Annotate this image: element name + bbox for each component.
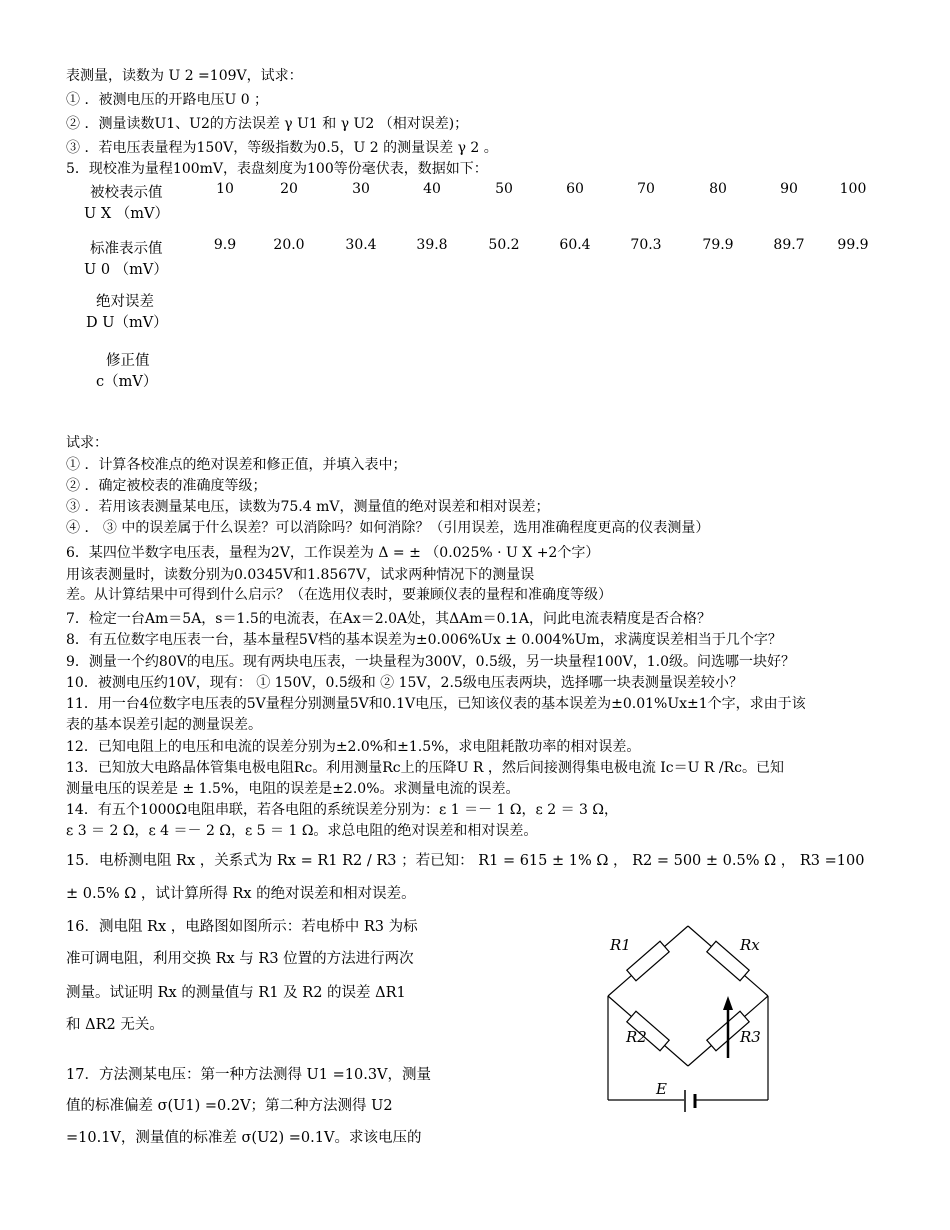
question-15-line-2: ± 0.5% Ω ，试计算所得 Rx 的绝对误差和相对误差。 [66,886,416,902]
row1-cell: 90 [780,181,798,197]
row2-cell: 70.3 [630,237,662,253]
row2-cell: 79.9 [702,237,734,253]
question-16-line-1: 16．测电阻 Rx ，电路图如图所示：若电桥中 R3 为标 [66,919,418,935]
intro-line-4: ③ ．若电压表量程为150V，等级指数为0.5，U 2 的测量误差 γ 2 。 [66,140,498,156]
row2-cell: 39.8 [416,237,448,253]
row2-cell: 9.9 [213,237,237,253]
question-9: 9．测量一个约80V的电压。现有两块电压表，一块量程为300V，0.5级，另一块量程100V，1.0级。问选哪一块好？ [66,654,796,670]
row1-cell: 100 [839,181,867,197]
row2-cell: 89.7 [773,237,805,253]
row3-label-b: D U（mV） [86,315,168,331]
row3-label-a: 绝对误差 [96,294,154,310]
label-r1: R1 [610,936,631,954]
row1-label-b: U X （mV） [84,206,169,222]
question-12: 12．已知电阻上的电压和电流的误差分别为±2.0%和±1.5%，求电阻耗散功率的相对误差。 [66,739,641,755]
question-13-line-1: 13．已知放大电路晶体管集电极电阻Rc。利用测量Rc上的压降U R ，然后间接测得集电极电流 Ic＝U R /Rc。已知 [66,760,784,776]
question-16-line-2: 准可调电阻，利用交换 Rx 与 R3 位置的方法进行两次 [66,951,414,967]
question-14-line-2: ε 3 ＝ 2 Ω，ε 4 ＝－ 2 Ω，ε 5 ＝ 1 Ω。求总电阻的绝对误差和相对误差。 [66,823,538,839]
row1-cell: 30 [352,181,370,197]
row2-cell: 20.0 [273,237,305,253]
task-2: ② ．确定被校表的准确度等级； [66,478,267,494]
label-r2: R2 [626,1028,647,1046]
question-7: 7．检定一台Am＝5A，s＝1.5的电流表，在Ax＝2.0A处，其ΔAm＝0.1A，问此电流表精度是否合格？ [66,611,712,627]
question-13-line-2: 测量电压的误差是 ± 1.5%，电阻的误差是±2.0%。求测量电流的误差。 [66,781,520,797]
bridge-circuit-diagram [600,920,780,1120]
label-e: E [656,1080,667,1098]
label-r3: R3 [740,1028,761,1046]
label-rx: Rx [740,936,760,954]
question-17-line-2: 值的标准偏差 σ(U1) =0.2V；第二种方法测得 U2 [66,1098,393,1114]
row2-label-a: 标准表示值 [90,241,163,257]
row1-cell: 10 [216,181,234,197]
question-8: 8．有五位数字电压表一台，基本量程5V档的基本误差为±0.006%Ux ± 0.004%Um，求满度误差相当于几个字？ [66,632,782,648]
question-10: 10．被测电压约10V，现有： ① 150V，0.5级和 ② 15V，2.5级电压表两块，选择哪一块表测量误差较小？ [66,675,743,691]
task-3: ③ ．若用该表测量某电压，读数为75.4 mV，测量值的绝对误差和相对误差； [66,499,550,515]
question-11-line-2: 表的基本误差引起的测量误差。 [66,717,262,733]
intro-line-2: ① ．被测电压的开路电压U 0 ； [66,92,269,108]
question-17-line-1: 17．方法测某电压：第一种方法测得 U1 =10.3V，测量 [66,1067,432,1083]
row1-cell: 60 [566,181,584,197]
task-4: ④ ． ③ 中的误差属于什么误差？可以消除吗？如何消除？（引用误差，选用准确程度更高的仪表测量） [66,520,710,536]
intro-line-1: 表测量，读数为 U 2 =109V，试求： [66,68,303,84]
row1-cell: 50 [495,181,513,197]
question-16-line-3: 测量。试证明 Rx 的测量值与 R1 及 R2 的误差 ΔR1 [66,985,406,1001]
question-6-line-1: 6．某四位半数字电压表，量程为2V，工作误差为 Δ = ± （0.025% · U X +2个字） [66,545,600,561]
row2-label-b: U 0 （mV） [84,262,168,278]
row1-cell: 70 [637,181,655,197]
row2-cell: 99.9 [837,237,869,253]
question-14-line-1: 14．有五个1000Ω电阻串联，若各电阻的系统误差分别为：ε 1 ＝－ 1 Ω，ε 2 ＝ 3 Ω， [66,802,619,818]
question-5: 5．现校准为量程100mV，表盘刻度为100等份毫伏表，数据如下： [66,161,488,177]
question-11-line-1: 11．用一台4位数字电压表的5V量程分别测量5V和0.1V电压，已知该仪表的基本误差为±0.01%Ux±1个字，求由于该 [66,696,806,712]
row2-cell: 50.2 [488,237,520,253]
resistor-r1-shape [627,941,669,980]
row1-cell: 20 [280,181,298,197]
row1-cell: 80 [709,181,727,197]
question-6-line-3: 差。从计算结果中可得到什么启示？（在选用仪表时，要兼顾仪表的量程和准确度等级） [66,587,612,603]
question-17-line-3: =10.1V，测量值的标准差 σ(U2) =0.1V。求该电压的 [66,1130,422,1146]
question-6-line-2: 用该表测量时，读数分别为0.0345V和1.8567V，试求两种情况下的测量误 [66,567,535,583]
tasks-head: 试求： [66,435,108,451]
row1-cell: 40 [423,181,441,197]
row4-label-b: c（mV） [96,374,158,390]
question-16-line-4: 和 ΔR2 无关。 [66,1017,164,1033]
battery-icon [685,1090,695,1112]
question-15-line-1: 15．电桥测电阻 Rx ，关系式为 Rx = R1 R2 / R3 ；若已知： R1 = 615 ± 1% Ω ， R2 = 500 ± 0.5% Ω ， R3 =100 [66,853,865,869]
row4-label-a: 修正值 [106,353,150,369]
intro-line-3: ② ．测量读数U1、U2的方法误差 γ U1 和 γ U2 （相对误差)； [66,116,469,132]
row2-cell: 60.4 [559,237,591,253]
row2-cell: 30.4 [345,237,377,253]
task-1: ① ．计算各校准点的绝对误差和修正值，并填入表中； [66,457,407,473]
row1-label-a: 被校表示值 [90,185,163,201]
